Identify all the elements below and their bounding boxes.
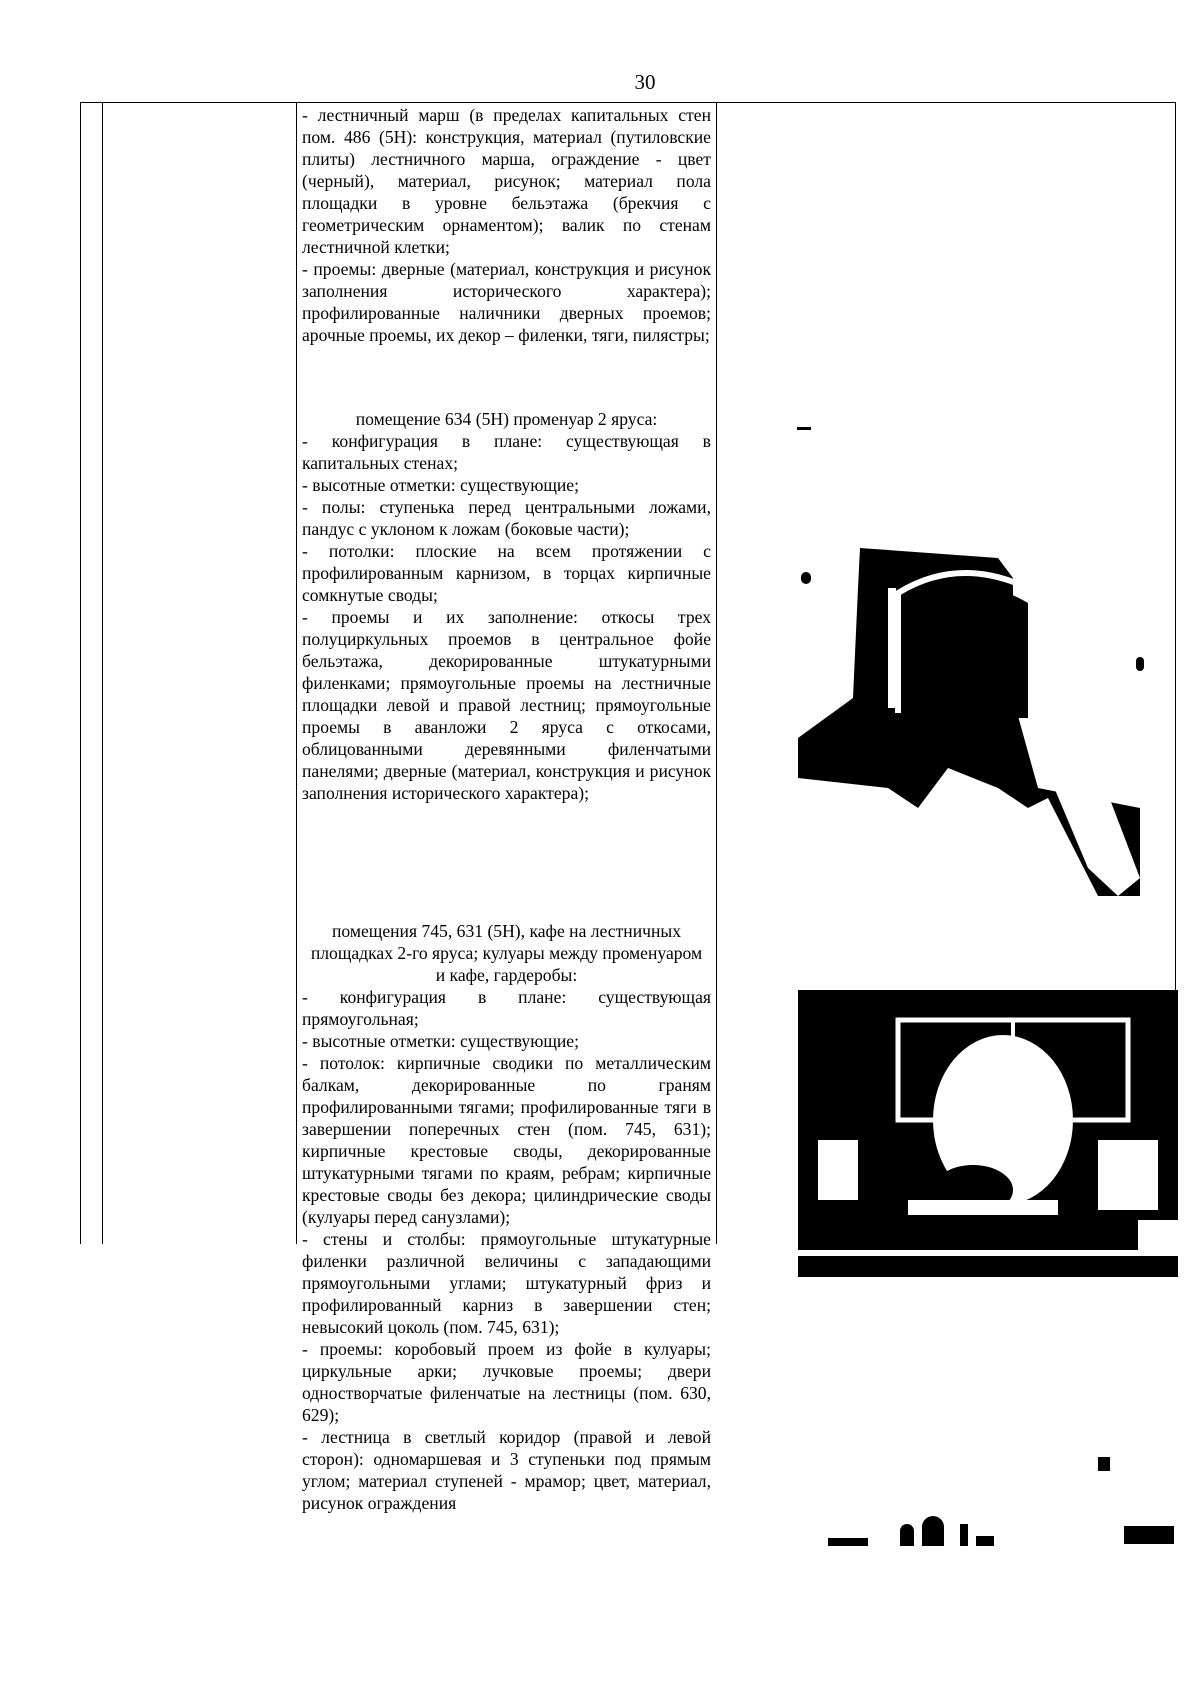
paragraph: - потолки: плоские на всем протяжении с профилированным карнизом, в торцах кирпичные сомкнутые своды;: [302, 541, 711, 605]
scan-mark: [1124, 1526, 1174, 1544]
table-border-col1: [102, 102, 103, 1244]
cafe-room-image: [798, 990, 1178, 1277]
scan-mark: [828, 1538, 868, 1546]
table-top-border: [80, 102, 1176, 103]
scan-mark: [900, 1524, 914, 1546]
paragraph: - лестничный марш (в пределах капитальных стен пом. 486 (5Н): конструкция, материал (путиловские плиты) лестничного марша, ограждение - цвет (черный), материал, рисунок; материал пола площадки в уровне бельэтажа (брекчия с геометрическим орнаментом); валик по стенам лестничной клетки;: [302, 105, 711, 257]
page-number: 30: [634, 70, 656, 94]
photo-promenade-arch: [798, 548, 1140, 896]
paragraph: - полы: ступенька перед центральными ложами, пандус с уклоном к ложам (боковые части);: [302, 497, 711, 539]
paragraph: - потолок: кирпичные сводики по металлическим балкам, декорированные по граням профилированными тягами; профилированные тяги в завершении поперечных стен (пом. 745, 631); кирпичные крестовые своды, декорированные штукатурными тягами по краям, ребрам; кирпичные крестовые своды без декора; цилиндрические своды (кулуары перед санузлами);: [302, 1053, 711, 1227]
section-heading: помещения 745, 631 (5Н), кафе на лестничных площадках 2-го яруса; кулуары между променуаром и кафе, гардеробы:: [310, 921, 703, 985]
paragraph: - стены и столбы: прямоугольные штукатурные филенки различной величины с западающими прямоугольными углами; штукатурный фриз и профилированный карниз в завершении стен; невысокий цоколь (пом. 745, 631);: [302, 1229, 711, 1337]
scan-mark: [1136, 657, 1144, 671]
section-rooms-745-631: [302, 920, 711, 1514]
section-room-634: [302, 408, 711, 804]
paragraph: - проемы и их заполнение: откосы трех полуциркульных проемов в центральное фойе бельэтажа, декорированные штукатурными филенками; прямоугольные проемы на лестничные площадки левой и правой лестниц; прямоугольные проемы в аванложи 2 яруса с откосами, облицованными деревянными филенчатыми панелями; дверные (материал, конструкция и рисунок заполнения исторического характера);: [302, 607, 711, 803]
table-border-col3: [716, 102, 717, 1244]
scan-mark: [797, 427, 811, 430]
scan-mark: [960, 1524, 968, 1546]
photo-cafe-room: [798, 990, 1178, 1277]
scan-mark: [1098, 1457, 1110, 1471]
scan-mark: [922, 1516, 944, 1546]
scan-mark: [801, 572, 811, 584]
paragraph: - лестница в светлый коридор (правой и левой сторон): одномаршевая и 3 ступеньки под прямым углом; материал ступеней - мрамор; цвет, материал, рисунок ограждения: [302, 1427, 711, 1513]
scan-mark: [976, 1536, 994, 1546]
section-stair-flight: [302, 104, 711, 346]
section-heading: помещение 634 (5Н) променуар 2 яруса:: [355, 409, 658, 429]
paragraph: - конфигурация в плане: существующая прямоугольная;: [302, 987, 711, 1029]
paragraph: - конфигурация в плане: существующая в капитальных стенах;: [302, 431, 711, 473]
promenade-arch-image: [798, 548, 1140, 896]
paragraph: - проемы: коробовый проем из фойе в кулуары; циркульные арки; лучковые проемы; двери одностворчатые филенчатые на лестницы (пом. 630, 629);: [302, 1339, 711, 1425]
table-border-col2: [296, 102, 297, 1244]
paragraph: - высотные отметки: существующие;: [302, 475, 579, 495]
paragraph: - проемы: дверные (материал, конструкция и рисунок заполнения исторического характера); профилированные наличники дверных проемов; арочные проемы, их декор – филенки, тяги, пилястры;: [302, 259, 711, 345]
paragraph: - высотные отметки: существующие;: [302, 1031, 579, 1051]
table-border-left: [80, 102, 81, 1244]
